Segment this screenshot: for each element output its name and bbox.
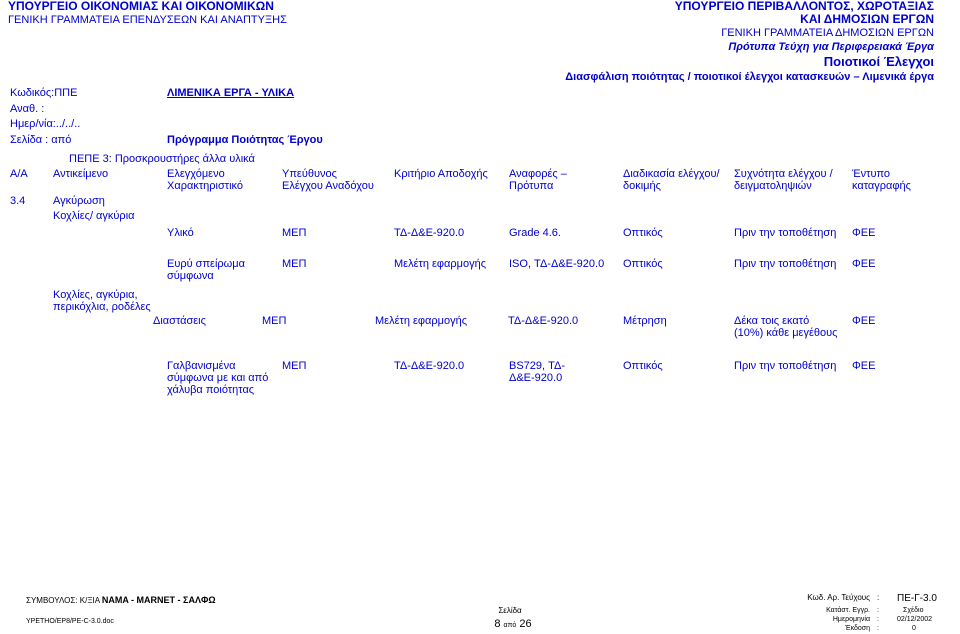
sub-item: Κοχλίες/ αγκύρια <box>53 210 135 222</box>
footer-page-number <box>478 618 548 632</box>
header-aa: Α/Α <box>10 168 28 180</box>
row-1-criterion: ΤΔ-Δ&Ε-920.0 <box>394 227 465 239</box>
footer-colon-2: : <box>877 607 879 614</box>
description-title: Διασφάλιση ποιότητας / ποιοτικοί έλεγχοι κατασκευών – Λιμενικά έργα <box>565 71 934 83</box>
code-label: Κωδικός:ΠΠΕ <box>10 87 78 99</box>
row-1-references: Grade 4.6. <box>509 227 561 239</box>
footer-date-label: Ημερομηνία <box>832 616 870 623</box>
row-4-frequency: Πριν την τοποθέτηση <box>734 360 837 372</box>
revision-label: Αναθ. : <box>10 103 45 115</box>
footer-colon-3: : <box>877 616 879 623</box>
ministry-title-right-2: ΚΑΙ ΔΗΜΟΣΙΩΝ ΕΡΓΩΝ <box>800 12 934 26</box>
category-title: ΛΙΜΕΝΙΚΑ ΕΡΓΑ - ΥΛΙΚΑ <box>167 87 295 99</box>
program-title: Πρόγραμμα Ποιότητας Έργου <box>167 134 323 146</box>
consultant-prefix: ΣΥΜΒΟΥΛΟΣ: Κ/ΞΙΑ <box>26 596 100 605</box>
page-num: 8 <box>494 618 501 630</box>
row-1-frequency: Πριν την τοποθέτηση <box>734 227 837 239</box>
row-1-characteristic: Υλικό <box>167 227 194 239</box>
footer-edition-label: Έκδοση <box>845 625 870 632</box>
row-3-frequency: Δέκα τοις εκατό (10%) κάθε μεγέθους <box>734 315 838 339</box>
ministry-title-left: ΥΠΟΥΡΓΕΙΟ ΟΙΚΟΝΟΜΙΑΣ ΚΑΙ ΟΙΚΟΝΟΜΙΚΩΝ <box>8 0 274 13</box>
section-name: Αγκύρωση <box>53 195 105 207</box>
header-procedure: Διαδικασία ελέγχου/ δοκιμής <box>623 168 720 192</box>
row-1-record: ΦΕΕ <box>852 227 876 239</box>
footer-doc-code-label: Κωδ. Αρ. Τεύχους <box>807 593 870 602</box>
section-title: ΠΕΠΕ 3: Προσκρουστήρες άλλα υλικά <box>69 153 255 165</box>
header-record: Έντυπο καταγραφής <box>852 168 911 192</box>
series-title: Πρότυπα Τεύχη για Περιφερειακά Έργα <box>728 41 934 53</box>
footer-edition-value: 0 <box>912 625 916 632</box>
row-4-record: ΦΕΕ <box>852 360 876 372</box>
footer-file-name: ΥΡΕΤΗΟ/ΕΡ8/ΡΕ-C-3.0.doc <box>26 618 114 625</box>
footer-page-word: Σελίδα <box>498 606 522 615</box>
row-3-record: ΦΕΕ <box>852 315 876 327</box>
footer-doc-code-value: ΠΕ-Γ-3.0 <box>897 593 937 604</box>
footer-colon-4: : <box>877 625 879 632</box>
row-4-responsible: ΜΕΠ <box>282 360 307 372</box>
row-3-criterion: Μελέτη εφαρμογής <box>375 315 468 327</box>
sub-item-2: Κοχλίες, αγκύρια, περικόχλια, ροδέλες <box>53 289 151 313</box>
row-4-criterion: ΤΔ-Δ&Ε-920.0 <box>394 360 465 372</box>
row-2-procedure: Οπτικός <box>623 258 663 270</box>
row-2-responsible: ΜΕΠ <box>282 258 307 270</box>
row-3-responsible: ΜΕΠ <box>262 315 287 327</box>
row-2-characteristic: Ευρύ σπείρωμα σύμφωνα <box>167 258 245 282</box>
row-2-references: ISO, ΤΔ-Δ&Ε-920.0 <box>509 258 605 270</box>
row-4-procedure: Οπτικός <box>623 360 663 372</box>
row-3-procedure: Μέτρηση <box>623 315 667 327</box>
footer-status-label: Κατάστ. Εγγρ. <box>826 607 870 614</box>
of-word: από <box>503 622 517 629</box>
page-label: Σελίδα : από <box>10 134 72 146</box>
consultant-name: NAMA - MARNET - ΣΑΛΦΩ <box>101 595 216 605</box>
footer-date-value: 02/12/2002 <box>897 616 933 623</box>
secretariat-left: ΓΕΝΙΚΗ ΓΡΑΜΜΑΤΕΙΑ ΕΠΕΝΔΥΣΕΩΝ ΚΑΙ ΑΝΑΠΤΥΞΗΣ <box>8 14 287 26</box>
header-object: Αντικείμενο <box>53 168 109 180</box>
topic-title: Ποιοτικοί Έλεγχοι <box>823 54 934 69</box>
section-number: 3.4 <box>10 195 26 207</box>
row-4-characteristic: Γαλβανισμένα σύμφωνα με και από χάλυβα ποιότητας <box>167 360 269 396</box>
header-references: Αναφορές – Πρότυπα <box>509 168 567 192</box>
row-2-record: ΦΕΕ <box>852 258 876 270</box>
header-criterion: Κριτήριο Αποδοχής <box>394 168 488 180</box>
row-1-procedure: Οπτικός <box>623 227 663 239</box>
row-4-references: BS729, ΤΔ-Δ&Ε-920.0 <box>509 360 566 384</box>
page-total: 26 <box>519 618 532 630</box>
header-frequency: Συχνότητα ελέγχου / δειγματοληψιών <box>734 168 833 192</box>
header-responsible: Υπεύθυνος Ελέγχου Αναδόχου <box>282 168 374 192</box>
secretariat-right: ΓΕΝΙΚΗ ΓΡΑΜΜΑΤΕΙΑ ΔΗΜΟΣΙΩΝ ΕΡΓΩΝ <box>721 27 934 39</box>
header-characteristic: Ελεγχόμενο Χαρακτηριστικό <box>167 168 244 192</box>
footer-consultant <box>26 596 216 605</box>
date-label: Ημερ/νία:../../.. <box>10 118 81 130</box>
footer-status-value: Σχέδιο <box>903 607 924 614</box>
row-1-responsible: ΜΕΠ <box>282 227 307 239</box>
row-2-criterion: Μελέτη εφαρμογής <box>394 258 487 270</box>
row-3-references: ΤΔ-Δ&Ε-920.0 <box>508 315 579 327</box>
ministry-title-right: ΥΠΟΥΡΓΕΙΟ ΠΕΡΙΒΑΛΛΟΝΤΟΣ, ΧΩΡΟΤΑΞΙΑΣ <box>674 0 934 13</box>
row-3-characteristic: Διαστάσεις <box>153 315 206 327</box>
row-2-frequency: Πριν την τοποθέτηση <box>734 258 837 270</box>
footer-colon-1: : <box>877 593 880 602</box>
